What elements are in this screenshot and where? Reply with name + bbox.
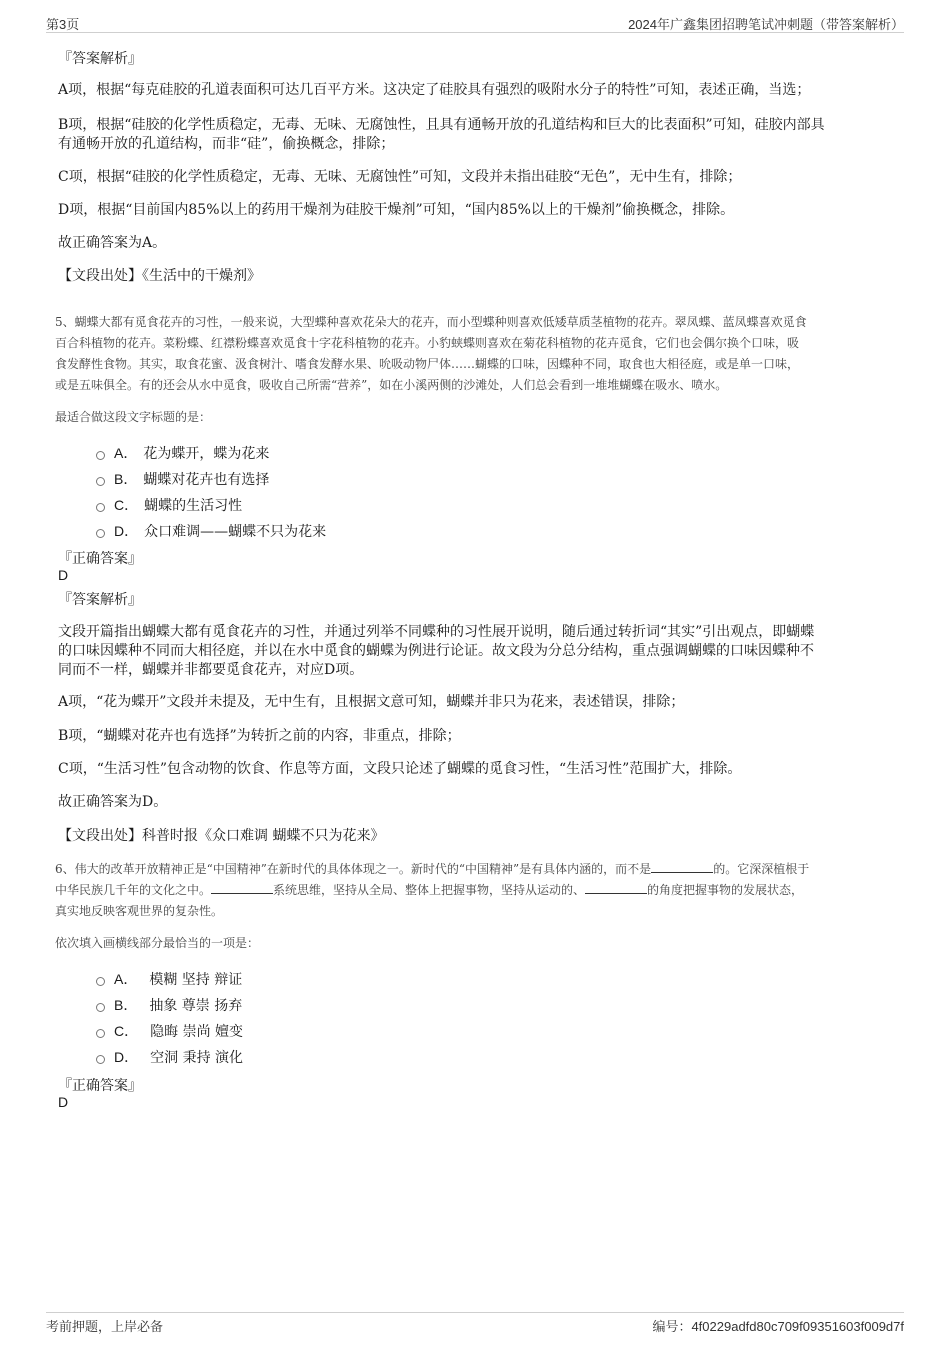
footer-slogan: 考前押题，上岸必备 — [46, 1319, 164, 1334]
q5-answer-label: 『正确答案』 — [58, 551, 142, 567]
fill-blank-3 — [585, 881, 647, 894]
q5-analysis-b: B项，“蝴蝶对花卉也有选择”为转折之前的内容，非重点，排除； — [58, 728, 461, 744]
document-title: 2024年广鑫集团招聘笔试冲刺题（带答案解析） — [628, 17, 904, 32]
q5-analysis-c: C项，“生活习性”包含动物的饮食、作息等方面，文段只论述了蝴蝶的觅食习性，“生活习性”范围扩大，排除。 — [58, 761, 742, 777]
q5-options — [96, 440, 326, 544]
analysis-b-line1: B项，根据“硅胶的化学性质稳定，无毒、无味、无腐蚀性，且具有通畅开放的孔道结构和巨大的比表面积”可知，硅胶内部具 — [58, 117, 825, 133]
document-code: 编号：4f0229adfd80c709f09351603f009d7f — [652, 1319, 904, 1334]
q5-analysis-line2: 的口味因蝶种不同而大相径庭，并以在水中觅食的蝴蝶为例进行论证。故文段为分总分结构，重点强调蝴蝶的口味因蝶种不 — [58, 643, 814, 659]
q5-stem-line1: 5、蝴蝶大都有觅食花卉的习性，一般来说，大型蝶种喜欢花朵大的花卉，而小型蝶种则喜欢低矮草质茎植物的花卉。翠凤蝶、蓝凤蝶喜欢觅食 — [55, 315, 807, 329]
q6-stem-line3: 真实地反映客观世界的复杂性。 — [55, 904, 224, 918]
radio-button[interactable] — [96, 451, 105, 460]
radio-button[interactable] — [96, 503, 105, 512]
fill-blank-1 — [651, 860, 713, 873]
analysis-label: 『答案解析』 — [58, 51, 142, 67]
q5-analysis-line3: 同而不一样，蝴蝶并非都要觅食花卉，对应D项。 — [58, 662, 364, 678]
analysis-source: 【文段出处】《生活中的干燥剂》 — [58, 268, 261, 284]
radio-button[interactable] — [96, 977, 105, 986]
q6-stem-line1: 6、伟大的改革开放精神正是“中国精神”在新时代的具体体现之一。新时代的“中国精神”是有具体内涵的，而不是 的。它深深植根于 — [55, 862, 810, 876]
q5-answer: D — [58, 567, 69, 583]
q5-stem-line3: 食发酵性食物。其实，取食花蜜、汲食树汁、嗜食发酵水果、吮吸动物尸体……蝴蝶的口味，因蝶种不同，取食也大相径庭，或是单一口味， — [55, 357, 800, 371]
q5-option-b[interactable]: B． 蝴蝶对花卉也有选择 — [96, 466, 326, 492]
radio-button[interactable] — [96, 477, 105, 486]
analysis-b-line2: 有通畅开放的孔道结构，而非“硅”，偷换概念，排除； — [58, 136, 395, 152]
q5-analysis-line1: 文段开篇指出蝴蝶大都有觅食花卉的习性，并通过列举不同蝶种的习性展开说明，随后通过转折词“其实”引出观点，即蝴蝶 — [58, 624, 815, 640]
q5-question: 最适合做这段文字标题的是： — [55, 410, 212, 424]
q5-analysis-source: 【文段出处】科普时报《众口难调 蝴蝶不只为花来》 — [58, 828, 385, 844]
q6-stem-line2: 中华民族几千年的文化之中。 系统思维，坚持从全局、整体上把握事物，坚持从运动的、 的角度把握事物的发展状态， — [55, 883, 804, 897]
q6-option-b[interactable]: B． 抽象 尊崇 扬弃 — [96, 992, 243, 1018]
q6-answer: D — [58, 1094, 69, 1110]
q5-stem-line2: 百合科植物的花卉。菜粉蝶、红襟粉蝶喜欢觅食十字花科植物的花卉。小豹蛱蝶则喜欢在菊花科植物的花卉觅食，它们也会偶尔换个口味，吸 — [55, 336, 800, 350]
q5-option-a[interactable]: A． 花为蝶开，蝶为花来 — [96, 440, 326, 466]
q6-options — [96, 966, 243, 1070]
q5-option-d[interactable]: D． 众口难调——蝴蝶不只为花来 — [96, 518, 326, 544]
page-header — [46, 12, 904, 33]
radio-button[interactable] — [96, 1003, 105, 1012]
q6-answer-label: 『正确答案』 — [58, 1078, 142, 1094]
q5-analysis-a: A项，“花为蝶开”文段并未提及，无中生有，且根据文意可知，蝴蝶并非只为花来，表述错误，排除； — [58, 694, 685, 710]
q6-question: 依次填入画横线部分最恰当的一项是： — [55, 936, 260, 950]
q6-option-d[interactable]: D． 空洞 秉持 演化 — [96, 1044, 243, 1070]
q5-analysis-conclusion: 故正确答案为D。 — [58, 794, 168, 810]
analysis-conclusion: 故正确答案为A。 — [58, 235, 167, 251]
q5-option-c[interactable]: C． 蝴蝶的生活习性 — [96, 492, 326, 518]
radio-button[interactable] — [96, 529, 105, 538]
q5-analysis-label: 『答案解析』 — [58, 592, 142, 608]
q6-option-a[interactable]: A． 模糊 坚持 辩证 — [96, 966, 243, 992]
fill-blank-2 — [211, 881, 273, 894]
analysis-d: D项，根据“目前国内85%以上的药用干燥剂为硅胶干燥剂”可知，“国内85%以上的干燥剂”偷换概念，排除。 — [58, 202, 735, 218]
radio-button[interactable] — [96, 1029, 105, 1038]
q5-stem-line4: 或是五味俱全。有的还会从水中觅食，吸收自己所需“营养”，如在小溪两侧的沙滩处，人们总会看到一堆堆蝴蝶在吸水、喷水。 — [55, 378, 728, 392]
analysis-c: C项，根据“硅胶的化学性质稳定，无毒、无味、无腐蚀性”可知，文段并未指出硅胶“无色”，无中生有，排除； — [58, 169, 742, 185]
page-footer — [46, 1312, 904, 1333]
analysis-a: A项，根据“每克硅胶的孔道表面积可达几百平方米。这决定了硅胶具有强烈的吸附水分子的特性”可知，表述正确，当选； — [58, 82, 811, 98]
radio-button[interactable] — [96, 1055, 105, 1064]
q6-option-c[interactable]: C． 隐晦 崇尚 嬗变 — [96, 1018, 243, 1044]
page-number: 第3页 — [46, 17, 80, 32]
